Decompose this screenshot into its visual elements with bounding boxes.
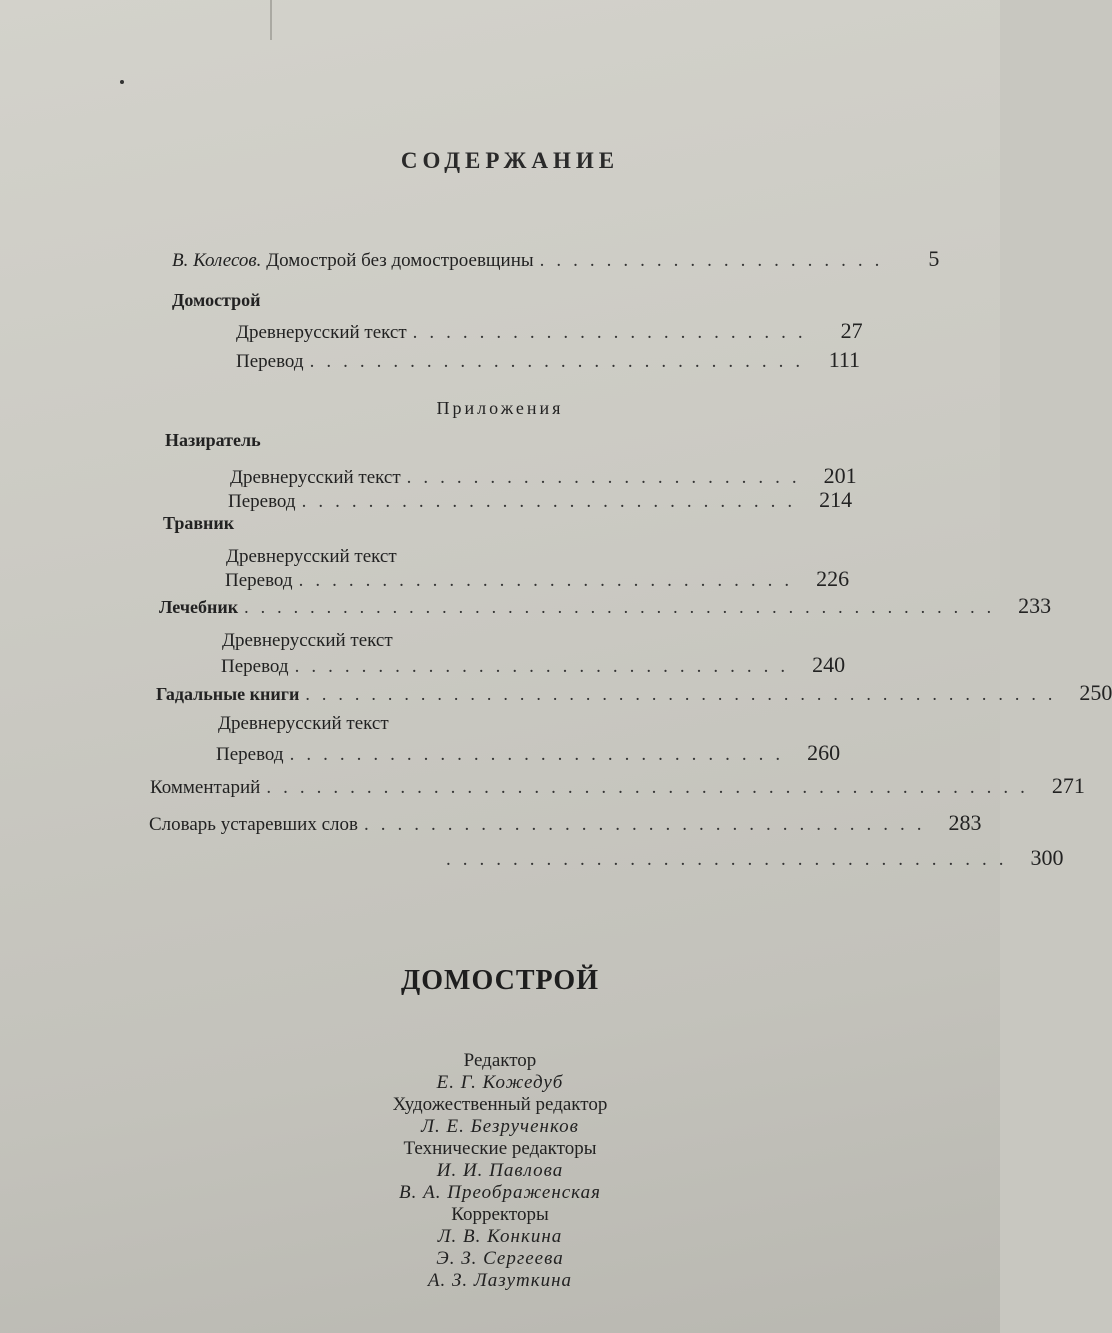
- toc-entry: [236, 318, 863, 346]
- dot-leader: ..............................................: [244, 597, 1004, 617]
- toc-heading-domostroy: Домострой: [172, 290, 261, 310]
- toc-intro-page: 5: [928, 246, 940, 271]
- toc-entry-page: 300: [1030, 845, 1064, 870]
- toc-entry-last: [440, 845, 1064, 873]
- toc-entry: [236, 347, 861, 375]
- toc-entry: [221, 652, 846, 680]
- toc-entry-section: [156, 680, 1112, 708]
- credit-person: И. И. Павлова: [436, 1160, 564, 1181]
- toc-entry-label: Перевод: [216, 744, 284, 765]
- toc-entry-page: 240: [812, 652, 846, 677]
- toc-entry-label: Древнерусский текст: [236, 322, 407, 343]
- toc-entry-label: Древнерусский текст: [226, 546, 397, 567]
- dot-leader: ..............................: [301, 491, 805, 512]
- toc-entry-page: 250: [1079, 680, 1112, 705]
- toc-entry-label: Перевод: [225, 570, 293, 591]
- toc-entry-dictionary: [149, 810, 982, 838]
- credit-person: Л. Е. Безрученков: [421, 1116, 579, 1137]
- toc-entry-label: Словарь устаревших слов: [149, 814, 358, 835]
- credit-person: А. З. Лазуткина: [427, 1270, 573, 1291]
- credit-person: В. А. Преображенская: [399, 1182, 601, 1203]
- dot-leader: ..............................: [294, 656, 798, 677]
- dot-leader: ..................................: [363, 814, 934, 835]
- dot-leader: ..............................: [298, 570, 802, 591]
- credit-person: Е. Г. Кожедуб: [436, 1072, 564, 1093]
- dot-leader: .....................: [539, 250, 892, 271]
- toc-entry: [225, 566, 850, 594]
- toc-appendix-heading: Приложения: [436, 398, 564, 418]
- toc-entry-page: 27: [840, 318, 863, 343]
- toc-intro-title: Домострой без домостроевщины: [266, 250, 534, 271]
- credit-role: Художественный редактор: [392, 1094, 608, 1115]
- dot-leader: ..............................: [309, 351, 813, 372]
- toc-entry-page: 260: [807, 740, 841, 765]
- toc-entry-section: [159, 593, 1052, 621]
- toc-entry: [216, 740, 841, 768]
- toc-entry-page: 233: [1018, 593, 1052, 618]
- ink-spot: [120, 80, 124, 84]
- credit-person: Л. В. Конкина: [437, 1226, 563, 1247]
- toc-entry-page: 226: [816, 566, 850, 591]
- toc-heading-section: Гадальные книги: [156, 684, 300, 704]
- toc-entry-page: 271: [1051, 773, 1085, 798]
- dot-leader: ..............................: [289, 744, 793, 765]
- toc-entry-label: Древнерусский текст: [222, 630, 393, 651]
- toc-entry-label: Древнерусский текст: [218, 713, 389, 734]
- toc-heading-section: Назиратель: [165, 430, 261, 450]
- toc-entry-label: Комментарий: [150, 777, 261, 798]
- dot-leader: ........................: [406, 467, 809, 488]
- dot-leader: ..............................................: [305, 684, 1065, 704]
- credit-role: Технические редакторы: [403, 1138, 597, 1159]
- toc-entry-intro: [172, 246, 940, 274]
- toc-entry: [228, 487, 853, 515]
- dot-leader: ..................................: [446, 849, 1016, 870]
- toc-entry-label: Перевод: [236, 351, 304, 372]
- toc-entry-label: Древнерусский текст: [230, 467, 401, 488]
- toc-heading-section: Лечебник: [159, 597, 239, 617]
- credit-role: Редактор: [463, 1050, 537, 1071]
- credit-role: Корректоры: [451, 1204, 549, 1225]
- credits-block: [0, 1050, 1000, 1292]
- dot-leader: ........................: [412, 322, 815, 343]
- toc-entry-page: 201: [823, 463, 857, 488]
- dot-leader: ..............................................: [266, 777, 1037, 798]
- toc-entry-page: 214: [819, 487, 853, 512]
- toc-entry-label: Перевод: [228, 491, 296, 512]
- toc-entry-label: Перевод: [221, 656, 289, 677]
- toc-title: СОДЕРЖАНИЕ: [400, 148, 620, 173]
- toc-intro-author: В. Колесов.: [172, 250, 262, 271]
- toc-entry-page: 111: [828, 347, 861, 372]
- page-fold-edge: [270, 0, 272, 40]
- toc-entry: [218, 713, 836, 741]
- toc-entry-commentary: [150, 773, 1085, 801]
- toc-entry-page: 283: [948, 810, 982, 835]
- book-title: ДОМОСТРОЙ: [401, 965, 599, 996]
- credit-person: Э. З. Сергеева: [436, 1248, 564, 1269]
- toc-heading-section: Травник: [163, 513, 235, 533]
